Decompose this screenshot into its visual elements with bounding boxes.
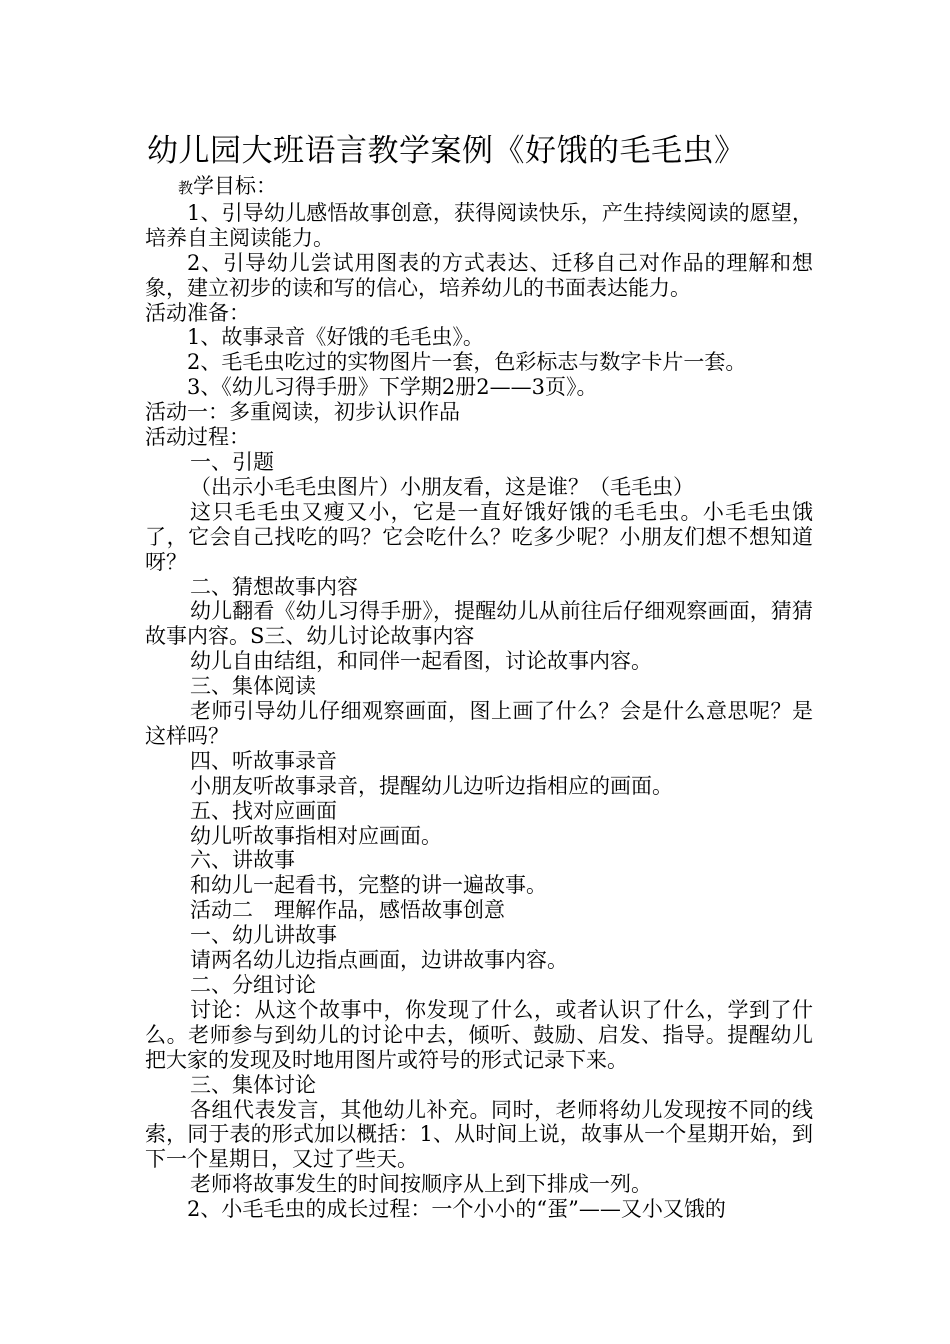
paragraph: 各组代表发言，其他幼儿补充。同时，老师将幼儿发现按不同的线索，同于表的形式加以概括：1、从时间上说，故事从一个星期开始，到下一个星期日，又过了些天。 xyxy=(145,1097,813,1172)
paragraph: 和幼儿一起看书，完整的讲一遍故事。 xyxy=(190,873,547,898)
paragraph: 三、集体阅读 xyxy=(190,674,316,699)
paragraph: 活动准备： xyxy=(145,300,250,325)
paragraph: 3、《幼儿习得手册》下学期2册2——3页》。 xyxy=(187,375,598,400)
goal-heading-text: 学目标： xyxy=(193,174,278,198)
paragraph: 老师引导幼儿仔细观察画面，图上画了什么？会是什么意思呢？是这样吗？ xyxy=(145,699,813,748)
paragraph: 2、小毛毛虫的成长过程：一个小小的“蛋”——又小又饿的 xyxy=(187,1197,726,1222)
paragraph: 五、找对应画面 xyxy=(190,798,337,823)
paragraph: 二、猜想故事内容 xyxy=(190,574,358,599)
paragraph: 2、毛毛虫吃过的实物图片一套，色彩标志与数字卡片一套。 xyxy=(187,350,747,375)
paragraph: 幼儿听故事指相对应画面。 xyxy=(190,823,442,848)
paragraph: 活动一：多重阅读，初步认识作品 xyxy=(145,400,460,425)
document-page xyxy=(145,128,813,1222)
paragraph: 一、幼儿讲故事 xyxy=(190,923,337,948)
paragraph: 一、引题 xyxy=(190,449,274,474)
paragraph: 六、讲故事 xyxy=(190,848,295,873)
paragraph: 三、集体讨论 xyxy=(190,1072,316,1097)
document-title: 幼儿园大班语言教学案例《好饿的毛毛虫》 xyxy=(147,133,746,169)
goal-heading-small-char: 教 xyxy=(178,179,194,197)
paragraph: 1、故事录音《好饿的毛毛虫》。 xyxy=(187,325,484,350)
paragraph: 幼儿自由结组，和同伴一起看图，讨论故事内容。 xyxy=(190,649,652,674)
goal-heading xyxy=(145,174,813,201)
paragraph: 2、引导幼儿尝试用图表的方式表达、迁移自己对作品的理解和想象，建立初步的读和写的信心，培养幼儿的书面表达能力。 xyxy=(145,250,813,300)
document-body xyxy=(145,174,813,1222)
paragraph: 活动过程： xyxy=(145,425,250,450)
paragraph: 四、听故事录音 xyxy=(190,748,337,773)
paragraph: 二、分组讨论 xyxy=(190,973,316,997)
paragraph: 1、引导幼儿感悟故事创意，获得阅读快乐，产生持续阅读的愿望，培养自主阅读能力。 xyxy=(145,200,813,250)
paragraph: 请两名幼儿边指点画面，边讲故事内容。 xyxy=(190,948,568,973)
paragraph-list xyxy=(145,201,813,1222)
paragraph: 讨论：从这个故事中，你发现了什么，或者认识了什么，学到了什么。老师参与到幼儿的讨论中去，倾听、鼓励、启发、指导。提醒幼儿把大家的发现及时地用图片或符号的形式记录下来。 xyxy=(145,997,813,1072)
paragraph: 活动二 理解作品，感悟故事创意 xyxy=(190,898,505,923)
paragraph: 这只毛毛虫又瘦又小，它是一直好饿好饿的毛毛虫。小毛毛虫饿了，它会自己找吃的吗？它会吃什么？吃多少呢？小朋友们想不想知道呀？ xyxy=(145,499,813,574)
paragraph: 幼儿翻看《幼儿习得手册》，提醒幼儿从前往后仔细观察画面，猜猜故事内容。S三、幼儿讨论故事内容 xyxy=(145,599,813,649)
paragraph: 老师将故事发生的时间按顺序从上到下排成一列。 xyxy=(190,1172,652,1197)
paragraph: （出示小毛毛虫图片）小朋友看，这是谁？（毛毛虫） xyxy=(190,474,694,499)
paragraph: 小朋友听故事录音，提醒幼儿边听边指相应的画面。 xyxy=(190,773,673,798)
